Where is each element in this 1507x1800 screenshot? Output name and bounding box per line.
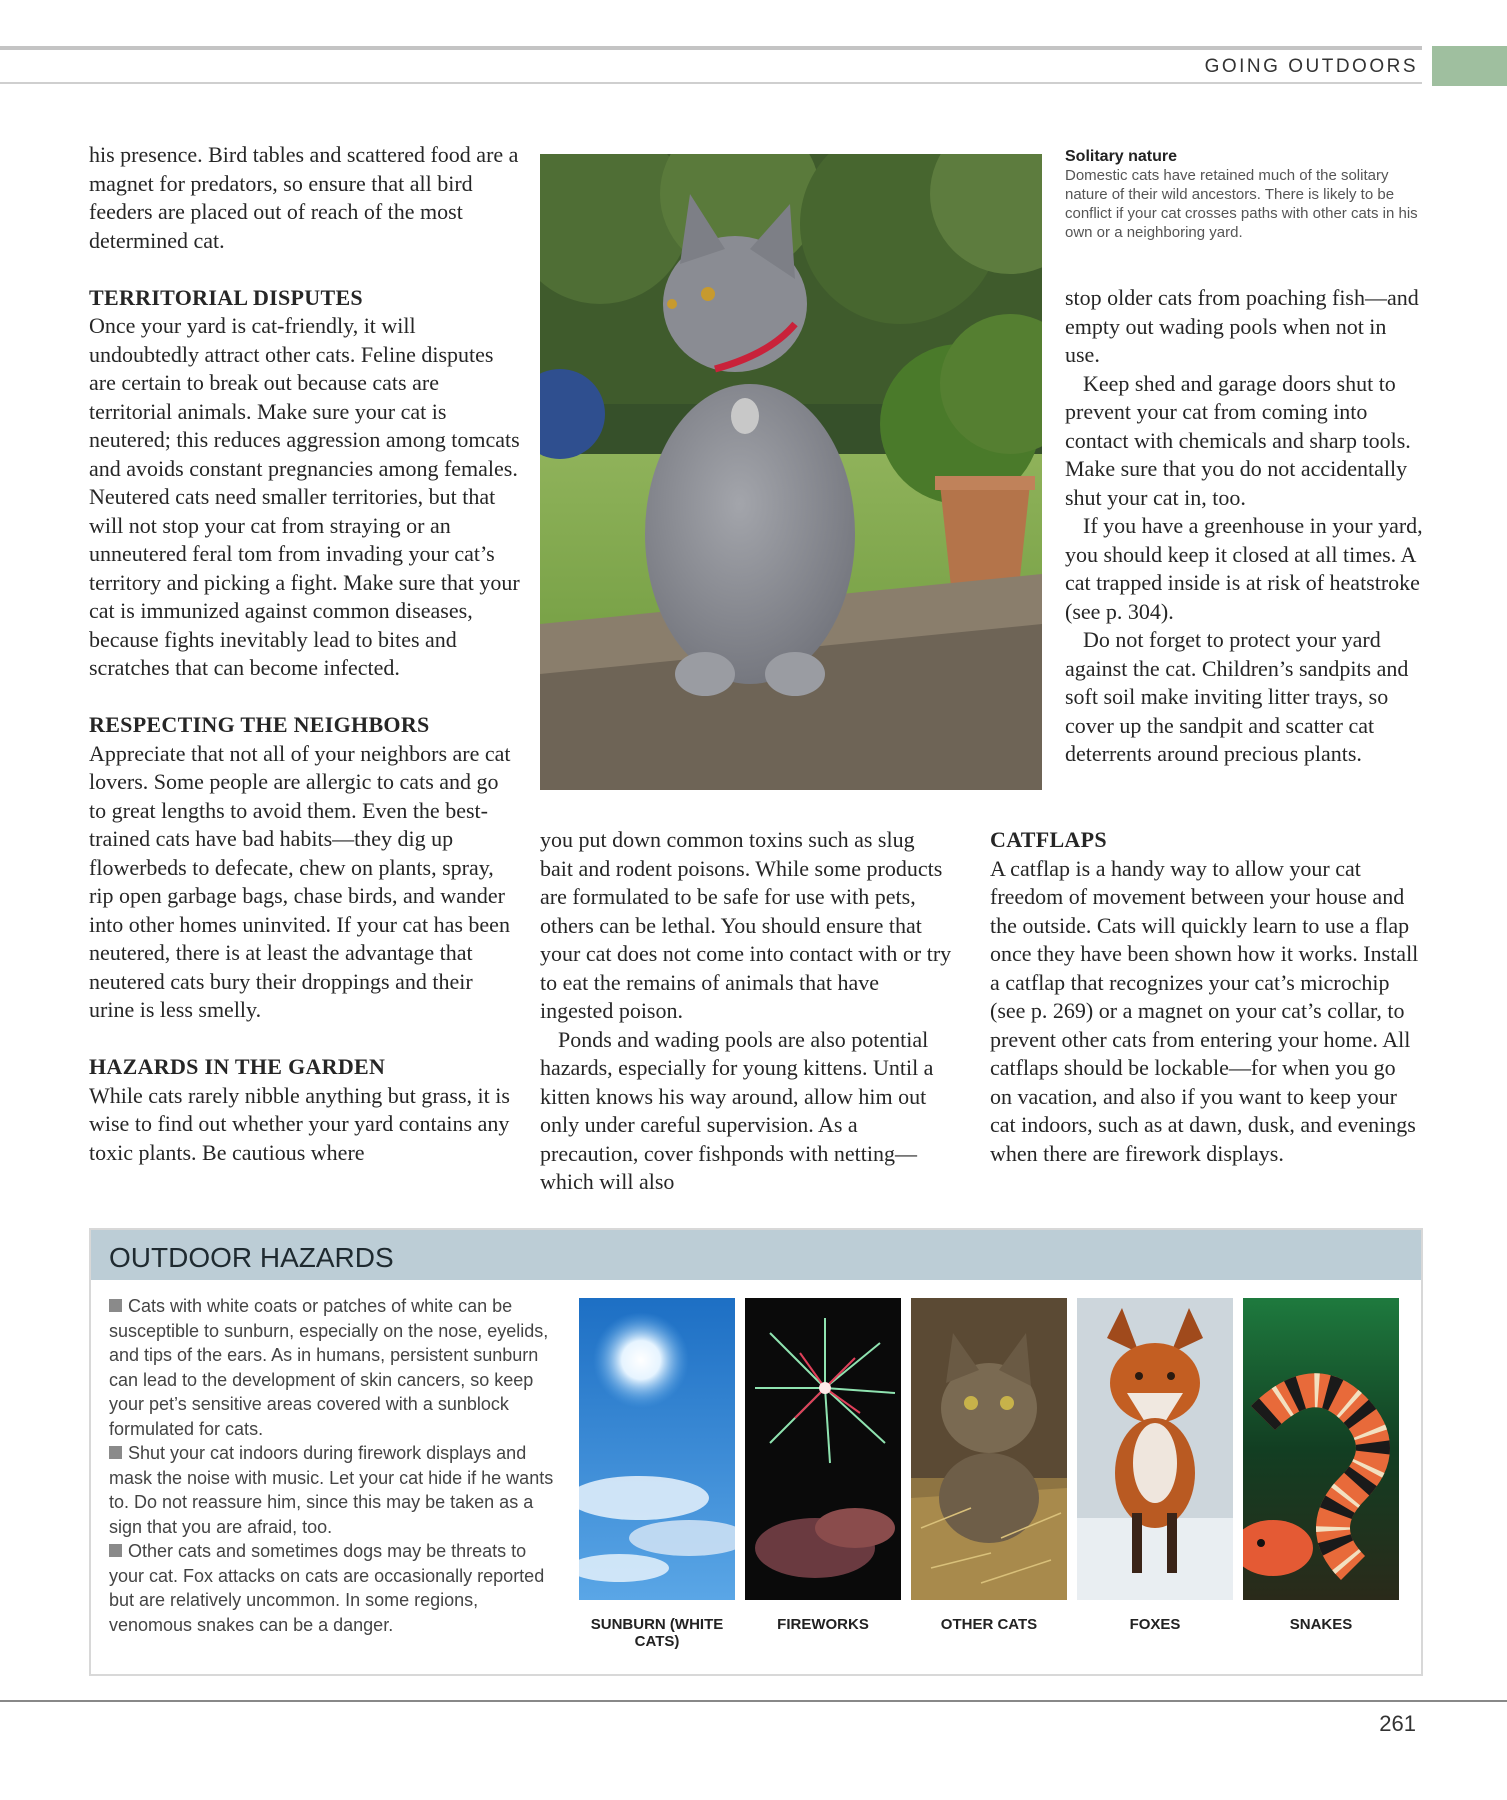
poaching-paragraph: stop older cats from poaching fish—and empty out wading pools when not in use. [1065, 285, 1419, 367]
tile-sunburn-photo [579, 1298, 735, 1600]
square-bullet-icon [109, 1544, 122, 1557]
heading-hazards-in-garden: HAZARDS IN THE GARDEN [89, 1054, 386, 1079]
tile-other-cats-photo [911, 1298, 1067, 1600]
caption-title: Solitary nature [1065, 148, 1178, 165]
heading-territorial-disputes: TERRITORIAL DISPUTES [89, 284, 363, 310]
neighbors-paragraph: Appreciate that not all of your neighbors are cat lovers. Some people are allergic to cats and go to great lengths to avoid them. Even the best-trained cats have bad habits—they dig up flowerbeds to defecate, chew on plants, spray, rip open garbage bags, chase birds, and wander into other homes uninvited. If your cat has been neutered, there is at least the advantage that neutered cats bury their droppings and their urine is less smelly. [89, 740, 511, 1022]
hazard-bullet-item: Other cats and sometimes dogs may be threats to your cat. Fox attacks on cats are occasionally reported but are relatively uncommon. In some regions, venomous snakes can be a danger. [109, 1541, 545, 1635]
protect-yard-paragraph: Do not forget to protect your yard against the cat. Children’s sandpits and soft soil make inviting litter trays, so cover up the sandpit and scatter cat deterrents around precious plants. [1065, 627, 1409, 766]
heading-respecting-neighbors: RESPECTING THE NEIGHBORS [89, 712, 430, 737]
tile-foxes-photo [1077, 1298, 1233, 1600]
top-rule-secondary [0, 82, 1422, 84]
column-right-upper [1065, 284, 1425, 769]
heading-catflaps: CATFLAPS [990, 827, 1107, 852]
tile-label-other-cats: OTHER CATS [940, 1616, 1038, 1633]
square-bullet-icon [109, 1299, 122, 1312]
shed-paragraph: Keep shed and garage doors shut to prevent your cat from coming into contact with chemicals and sharp tools. Make sure that you do not accidentally shut your cat in, too. [1065, 370, 1411, 510]
ponds-paragraph: Ponds and wading pools are also potential hazards, especially for young kittens. Until a kitten knows his way around, allow him out only under careful supervision. As a precaution, cover fishponds with netting—which will also [540, 1026, 934, 1194]
tile-fireworks-photo [745, 1298, 901, 1600]
hazard-bullet-item: Cats with white coats or patches of white can be susceptible to sunburn, especially on the nose, eyelids, and tips of the ears. As in humans, persistent sunburn can lead to the development of skin cancers, so keep your pet’s sensitive areas covered with a sunblock formulated for cats. [109, 1296, 549, 1439]
tile-label-foxes: FOXES [1129, 1616, 1181, 1633]
running-head: GOING OUTDOORS [1204, 56, 1418, 77]
page-number: 261 [1379, 1711, 1416, 1736]
hazard-bullet-item: Shut your cat indoors during firework displays and mask the noise with music. Let your cat hide if he wants to. Do not reassure him, since this may be taken as a sign that you are afraid, too. [109, 1443, 554, 1537]
outdoor-hazards-box [89, 1228, 1423, 1676]
column-right-lower [990, 826, 1422, 1168]
hazards-title: OUTDOOR HAZARDS [109, 1242, 394, 1273]
tile-label-fireworks: FIREWORKS [777, 1616, 869, 1633]
bottom-rule [0, 1700, 1507, 1702]
cat-photo [540, 154, 1042, 790]
territorial-paragraph: Once your yard is cat-friendly, it will undoubtedly attract other cats. Feline disputes are certain to break out because cats are territorial animals. Make sure your cat is neutered; this reduces aggression among tomcats and avoids constant pregnancies among females. Neutered cats need smaller territories, but that will not stop your cat from straying or an unneutered feral tom from invading your cat’s territory and picking a fight. Make sure that your cat is immunized against common diseases, because fights inevitably lead to bites and scratches that can become infected. [89, 313, 520, 680]
hazards-bullets [109, 1294, 559, 1637]
greenhouse-paragraph: If you have a greenhouse in your yard, you should keep it closed at all times. A cat trapped inside is at risk of heatstroke (see p. 304). [1065, 513, 1423, 624]
tile-label-snakes: SNAKES [1289, 1616, 1353, 1633]
column-left [89, 141, 521, 1167]
top-rule [0, 46, 1422, 50]
garden-paragraph: While cats rarely nibble anything but grass, it is wise to find out whether your yard contains any toxic plants. Be cautious where [89, 1082, 510, 1165]
hazards-header-bar [91, 1230, 1421, 1280]
toxins-paragraph: you put down common toxins such as slug bait and rodent poisons. While some products are formulated to be safe for use with pets, others can be lethal. You should ensure that your cat does not come into contact with or try to eat the remains of animals that have ingested poison. [540, 827, 952, 1023]
intro-paragraph: his presence. Bird tables and scattered food are a magnet for predators, so ensure that all bird feeders are placed out of reach of the most determined cat. [89, 142, 519, 253]
cat-photo-illustration [540, 154, 1042, 790]
catflaps-paragraph: A catflap is a handy way to allow your cat freedom of movement between your house and the outside. Cats will quickly learn to use a flap once they have been shown how it works. Install a catflap that recognizes your cat’s microchip (see p. 269) or a magnet on your cat’s collar, to prevent other cats from entering your home. All catflaps should be lockable—for when you go on vacation, and also if you want to keep your cat indoors, such as at dawn, dusk, and evenings when there are firework displays. [990, 855, 1419, 1166]
photo-caption [1065, 147, 1425, 242]
square-bullet-icon [109, 1446, 122, 1459]
column-middle [540, 826, 952, 1197]
tile-snakes-photo [1243, 1298, 1399, 1600]
section-color-tab [1432, 46, 1507, 86]
tile-label-sunburn: SUNBURN (WHITE CATS) [590, 1616, 724, 1650]
caption-text: Domestic cats have retained much of the solitary nature of their wild ancestors. There is likely to be conflict if your cat crosses paths with other cats in his own or a neighboring yard. [1065, 167, 1418, 241]
